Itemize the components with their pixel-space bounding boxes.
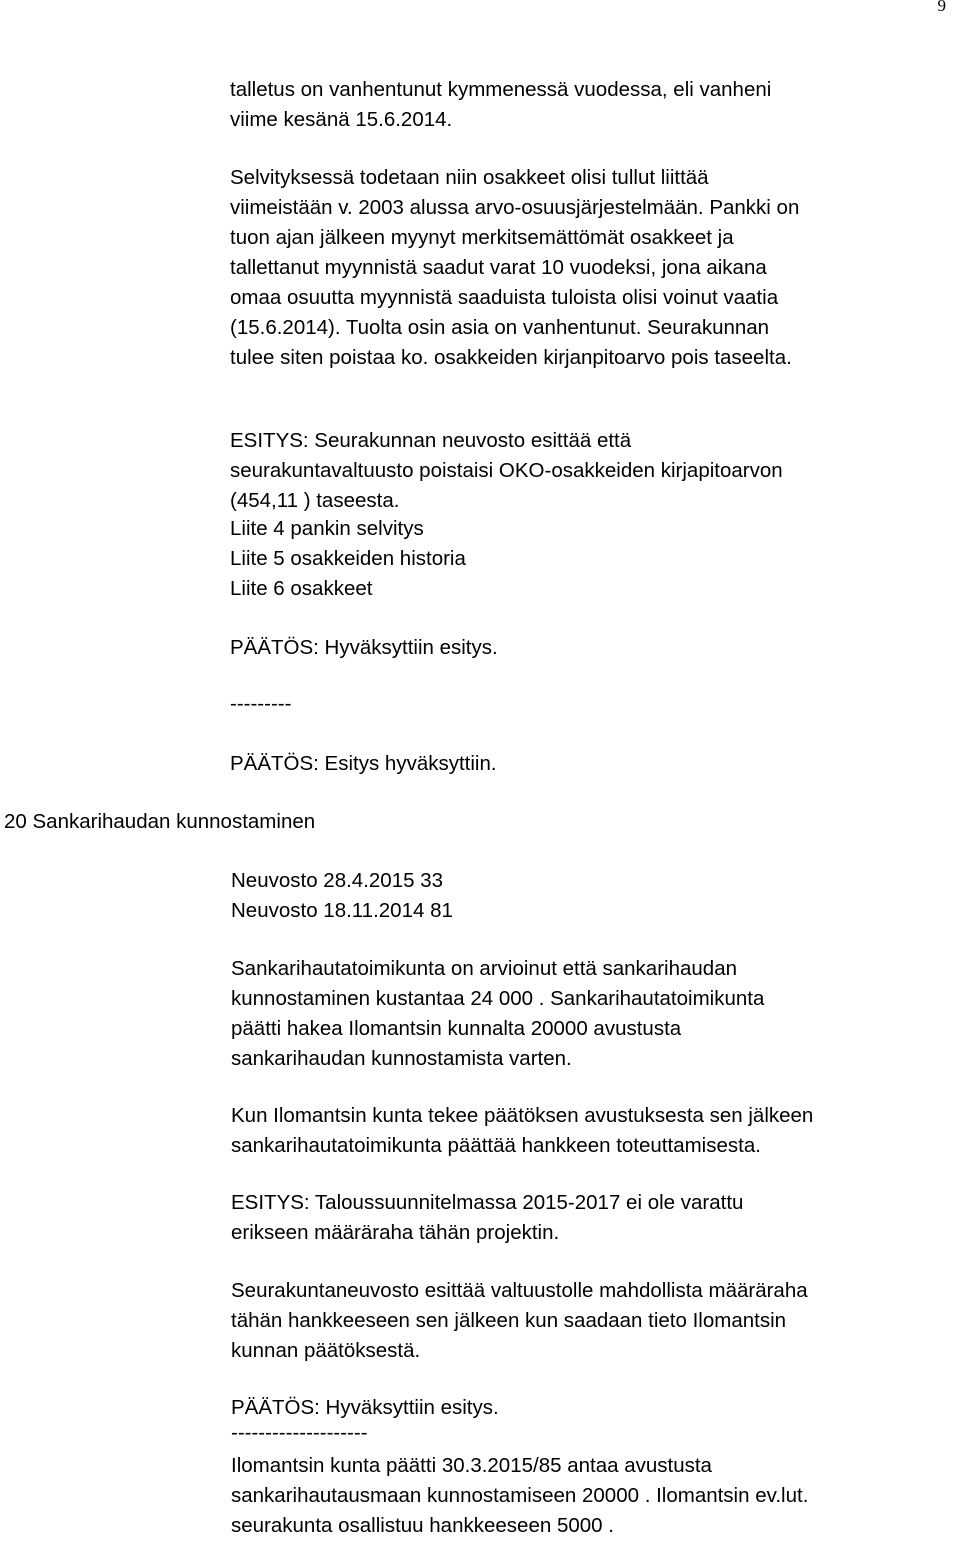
text-line: ESITYS: Seurakunnan neuvosto esittää että (230, 429, 632, 452)
page-number: 9 (937, 0, 946, 15)
separator: -------------------- (231, 1421, 368, 1444)
text-line: talletus on vanhentunut kymmenessä vuodessa, eli vanheni (230, 78, 772, 101)
attachment-item: Liite 5 osakkeiden historia (230, 547, 466, 570)
text-line: Ilomantsin kunta päätti 30.3.2015/85 antaa avustusta (231, 1454, 712, 1477)
text-line: kunnan päätöksestä. (231, 1339, 421, 1362)
decision-19-second: PÄÄTÖS: Esitys hyväksyttiin. (230, 752, 497, 775)
text-line: tulee siten poistaa ko. osakkeiden kirjanpitoarvo pois taseelta. (230, 346, 792, 369)
reference-line: Neuvosto 18.11.2014 81 (231, 899, 453, 922)
text-line: seurakunta osallistuu hankkeeseen 5000 . (231, 1514, 614, 1537)
text-line: ESITYS: Taloussuunnitelmassa 2015-2017 ei ole varattu (231, 1191, 744, 1214)
decision-19-first: PÄÄTÖS: Hyväksyttiin esitys. (230, 636, 498, 659)
text-line: sankarihautausmaan kunnostamiseen 20000 . Ilomantsin ev.lut. (231, 1484, 809, 1507)
paragraph-selvityksessa (230, 163, 799, 373)
paragraph-sankarihautatoimikunta (231, 954, 764, 1074)
attachment-item: Liite 4 pankin selvitys (230, 517, 424, 540)
text-line: seurakuntavaltuusto poistaisi OKO-osakkeiden kirjapitoarvon (230, 459, 783, 482)
text-line: erikseen määräraha tähän projektin. (231, 1221, 560, 1244)
text-line: tuon ajan jälkeen myynyt merkitsemättömät osakkeet ja (230, 226, 734, 249)
text-line: (454,11 ) taseesta. (230, 489, 400, 512)
text-line: omaa osuutta myynnistä saaduista tuloista olisi voinut vaatia (230, 286, 779, 309)
attachment-item: Liite 6 osakkeet (230, 577, 373, 600)
attachments-list (230, 514, 466, 604)
text-line: viimeistään v. 2003 alussa arvo-osuusjärjestelmään. Pankki on (230, 196, 800, 219)
decision-20: PÄÄTÖS: Hyväksyttiin esitys. (231, 1396, 499, 1419)
text-line: Kun Ilomantsin kunta tekee päätöksen avustuksesta sen jälkeen (231, 1104, 814, 1127)
text-line: sankarihautatoimikunta päättää hankkeen toteuttamisesta. (231, 1134, 761, 1157)
proposal-19 (230, 426, 783, 516)
separator: --------- (230, 692, 292, 715)
text-line: tallettanut myynnistä saadut varat 10 vuodeksi, jona aikana (230, 256, 767, 279)
text-line: sankarihaudan kunnostamista varten. (231, 1047, 572, 1070)
proposal-20 (231, 1188, 743, 1248)
references (231, 866, 453, 926)
text-line: kunnostaminen kustantaa 24 000 . Sankarihautatoimikunta (231, 987, 765, 1010)
paragraph-talletus (230, 75, 771, 135)
paragraph-avustus (231, 1451, 808, 1541)
section-heading: 20 Sankarihaudan kunnostaminen (4, 810, 316, 833)
text-line: viime kesänä 15.6.2014. (230, 108, 453, 131)
text-line: Selvityksessä todetaan niin osakkeet olisi tullut liittää (230, 166, 709, 189)
text-line: (15.6.2014). Tuolta osin asia on vanhentunut. Seurakunnan (230, 316, 770, 339)
text-line: päätti hakea Ilomantsin kunnalta 20000 avustusta (231, 1017, 682, 1040)
text-line: Sankarihautatoimikunta on arvioinut että sankarihaudan (231, 957, 737, 980)
text-line: Seurakuntaneuvosto esittää valtuustolle mahdollista määräraha (231, 1279, 808, 1302)
paragraph-ilomantsin-kunta (231, 1101, 813, 1161)
paragraph-seurakuntaneuvosto (231, 1276, 808, 1366)
reference-line: Neuvosto 28.4.2015 33 (231, 869, 443, 892)
text-line: tähän hankkeeseen sen jälkeen kun saadaan tieto Ilomantsin (231, 1309, 787, 1332)
